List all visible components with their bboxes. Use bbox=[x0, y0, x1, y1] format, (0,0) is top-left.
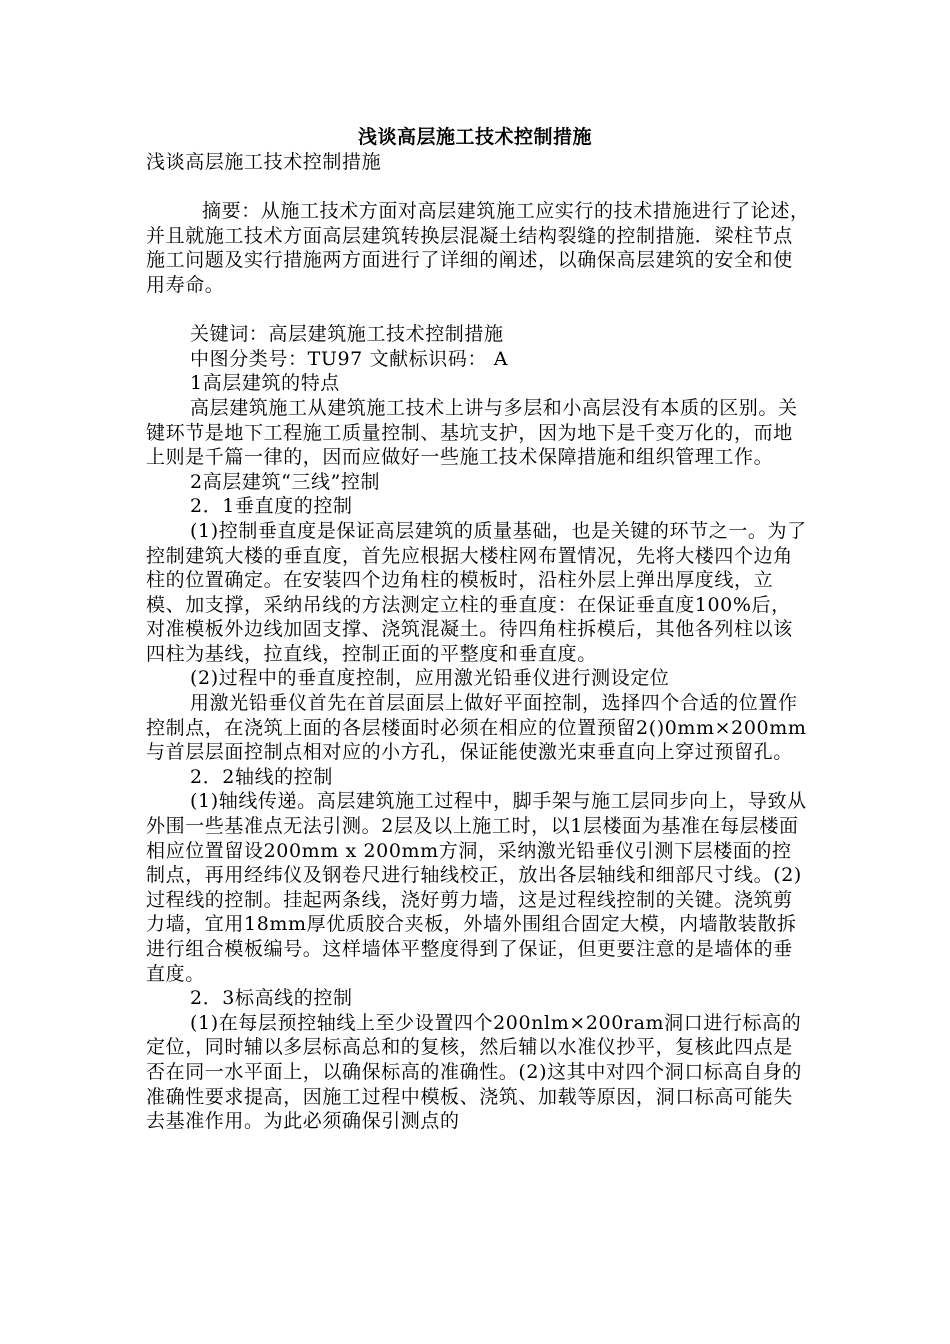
section-heading: 2高层建筑“三线”控制 bbox=[190, 470, 381, 493]
blank-line bbox=[146, 175, 810, 200]
subsection-heading: 2．1垂直度的控制 bbox=[190, 495, 353, 518]
body-paragraph: (1)在每层预控轴线上至少设置四个200nlm×200ram洞口进行标高的定位，同时辅以多层标高总和的复核，然后辅以水准仪抄平，复核此四点是否在同一水平面上，以确保标高的准确性。(2)这其中对四个洞口标高自身的准确性要求提高，因施工过程中模板、浇筑、加载等原因，洞口标高可能失去基准作用。为此必须确保引测点的 bbox=[146, 1011, 802, 1133]
body-paragraph: (2)过程中的垂直度控制，应用激光铅垂仪进行测设定位 bbox=[190, 667, 670, 690]
body-paragraph: (1)轴线传递。高层建筑施工过程中，脚手架与施工层同步向上，导致从外围一些基准点无法引测。2层及以上施工时，以1层楼面为基准在每层楼面相应位置留设200mm x 200mm方洞，采纳激光铅垂仪引测下层楼面的控制点，再用经纬仪及钢卷尺进行轴线校正，放出各层轴线和细部尺寸线。(2)过程线的控制。挂起两条线，浇好剪力墙，这是过程线控制的关键。浇筑剪力墙，宜用18mm厚优质胶合夹板，外墙外围组合固定大模，内墙散装散拆进行组合模板编号。这样墙体平整度得到了保证，但更要注意的是墙体的垂直度。 bbox=[146, 790, 807, 985]
body-paragraph: 高层建筑施工从建筑施工技术上讲与多层和小高层没有本质的区别。关键环节是地下工程施工质量控制、基坑支护，因为地下是千变万化的，而地上则是千篇一律的，因而应做好一些施工技术保障措施和组织管理工作。 bbox=[146, 396, 798, 469]
document-subtitle: 浅谈高层施工技术控制措施 bbox=[146, 151, 382, 173]
abstract-paragraph: 摘要：从施工技术方面对高层建筑施工应实行的技术措施进行了论述，并且就施工技术方面高层建筑转换层混凝土结构裂缝的控制措施．梁柱节点施工问题及实行措施两方面进行了详细的阐述，以确保高层建筑的安全和使用寿命。 bbox=[146, 200, 810, 296]
subsection-heading: 2．2轴线的控制 bbox=[190, 765, 333, 788]
subsection-heading: 2．3标高线的控制 bbox=[190, 987, 353, 1010]
section-heading: 1高层建筑的特点 bbox=[190, 372, 340, 395]
document-title: 浅谈高层施工技术控制措施 bbox=[357, 126, 592, 148]
blank-line bbox=[146, 298, 810, 323]
document-body bbox=[146, 150, 810, 1134]
classification-line: 中图分类号：TU97 文献标识码： A bbox=[190, 347, 509, 370]
body-paragraph: (1)控制垂直度是保证高层建筑的质量基础，也是关键的环节之一。为了控制建筑大楼的垂直度，首先应根据大楼柱网布置情况，先将大楼四个边角柱的位置确定。在安装四个边角柱的模板时，沿柱外层上弹出厚度线，立模、加支撑，采纳吊线的方法测定立柱的垂直度：在保证垂直度100%后，对准模板外边线加固支撑、浇筑混凝土。待四角柱拆模后，其他各列柱以该四柱为基线，拉直线，控制正面的平整度和垂直度。 bbox=[146, 519, 807, 665]
body-paragraph: 用激光铅垂仪首先在首层面层上做好平面控制，选择四个合适的位置作控制点，在浇筑上面的各层楼面时必须在相应的位置预留2()0mm×200mm与首层层面控制点相对应的小方孔，保证能使激光束垂直向上穿过预留孔。 bbox=[146, 692, 807, 764]
keywords-line: 关键词：高层建筑施工技术控制措施 bbox=[190, 323, 504, 346]
